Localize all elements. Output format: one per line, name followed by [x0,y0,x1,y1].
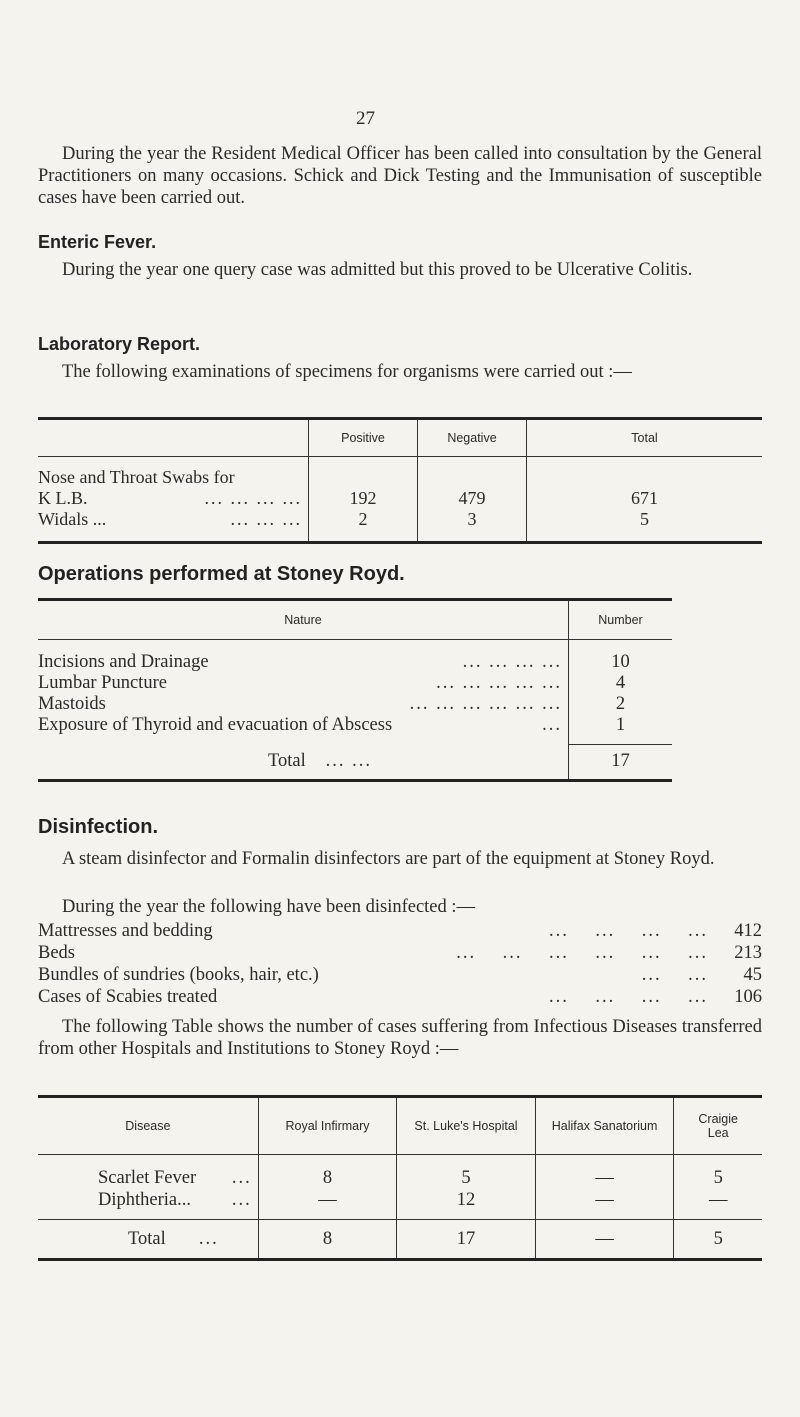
list-item [38,920,762,942]
ops-header-number: Number [569,600,673,640]
ops-number-cell [569,640,673,745]
leader-dots: ... [165,1228,219,1249]
disinfected-item-value: 106 [734,987,762,1007]
disinfected-item-value: 412 [734,921,762,941]
disinfection-heading: Disinfection. [38,816,159,838]
transfers-header-royal-infirmary: Royal Infirmary [258,1097,397,1155]
leader-dots: ... ... ... ... [549,987,708,1007]
leader-dots: ... ... ... [230,509,302,529]
ops-row-3-nature: Mastoids [38,694,106,714]
leader-dots: ... ... [641,965,708,985]
lab-total-cell [527,457,763,543]
transfers-row-1-craigie: 5 [713,1168,723,1188]
disinfected-item-value: 213 [734,943,762,963]
transfers-total-label-cell [38,1220,258,1260]
lab-row-2-negative: 3 [467,509,477,529]
laboratory-paragraph: The following examinations of specimens for organisms were carried out :— [62,362,632,382]
transfers-header-st-lukes: St. Luke's Hospital [397,1097,536,1155]
transfers-paragraph: The following Table shows the number of cases suffering from Infectious Diseases transferred from other Hospitals and Institutions to Stoney Royd :— [38,1017,762,1059]
lab-header-total: Total [527,419,763,457]
disinfected-item-label: Cases of Scabies treated [38,987,218,1007]
ops-row-1-number: 10 [611,652,630,672]
ops-nature-cell [38,640,569,745]
transfers-header-craigie-lea: Craigie Lea [674,1097,762,1155]
disinfected-item-label: Bundles of sundries (books, hair, etc.) [38,965,319,985]
lab-header-negative: Negative [418,419,527,457]
lab-row-2-total: 5 [640,509,649,529]
ops-row-4-nature: Exposure of Thyroid and evacuation of Abscess [38,715,393,735]
enteric-heading: Enteric Fever. [38,232,157,252]
lab-row-1-negative: 479 [458,488,486,508]
transfers-row-2-stlukes: 12 [456,1190,476,1210]
disinfected-list [38,920,762,1008]
transfers-row-2-royal: — [318,1190,337,1210]
disinfection-paragraph-1: A steam disinfector and Formalin disinfectors are part of the equipment at Stoney Royd. [62,849,715,869]
transfers-stlukes-cell [397,1155,536,1220]
lab-row-1-positive: 192 [349,488,377,508]
leader-dots: ... ... ... ... [204,488,302,508]
lab-row-2-positive: 2 [358,509,368,529]
operations-table [38,598,672,782]
transfers-row-1-halifax: — [595,1168,614,1188]
transfers-craigie-cell [674,1155,762,1220]
list-item [38,942,762,964]
transfers-row-2-disease: Diphtheria... [98,1190,191,1210]
laboratory-heading: Laboratory Report. [38,334,201,354]
list-item [38,964,762,986]
ops-row-2-nature: Lumbar Puncture [38,673,167,693]
disinfected-item-label: Mattresses and bedding [38,921,213,941]
ops-total-label: Total [268,750,306,771]
disinfected-item-label: Beds [38,943,75,963]
ops-row-4-number: 1 [615,715,626,735]
disinfected-item-value: 45 [743,965,762,985]
transfers-total-label: Total [128,1228,166,1249]
intro-paragraph: During the year the Resident Medical Officer has been called into consultation by the General Practitioners on many occasions. Schick and Dick Testing and the Immunisation of susceptible cases have been carried out. [38,144,762,208]
leader-dots: ... ... ... ... ... ... [456,943,708,963]
leader-dots: ... ... ... ... [462,652,562,672]
transfers-royal-cell [258,1155,397,1220]
ops-row-2-number: 4 [615,673,626,693]
lab-row-1-label1: Nose and Throat Swabs for [38,467,235,487]
ops-row-1-nature: Incisions and Drainage [38,652,209,672]
operations-heading: Operations performed at Stoney Royd. [38,563,405,585]
transfers-row-1-royal: 8 [322,1168,333,1188]
ops-row-3-number: 2 [615,694,626,714]
transfers-disease-cell [38,1155,258,1220]
list-item [38,986,762,1008]
transfers-header-disease: Disease [125,1119,171,1133]
leader-dots: ... [231,1190,252,1210]
leader-dots: ... ... ... ... ... ... [409,694,562,714]
transfers-row-2-halifax: — [595,1190,614,1210]
transfers-halifax-cell [535,1155,674,1220]
transfers-row-1-stlukes: 5 [461,1168,471,1188]
leader-dots: ... [231,1168,252,1188]
transfers-total-craigie: 5 [674,1220,762,1260]
disinfection-paragraph-2: During the year the following have been disinfected :— [62,897,476,917]
lab-positive-cell [309,457,418,543]
transfers-table [38,1095,762,1261]
leader-dots: ... ... ... ... [549,921,708,941]
transfers-header-halifax: Halifax Sanatorium [535,1097,674,1155]
leader-dots: ... [542,715,562,735]
lab-row-1-total: 671 [631,488,658,508]
transfers-total-royal: 8 [258,1220,397,1260]
lab-negative-cell [418,457,527,543]
ops-header-nature: Nature [284,613,322,627]
leader-dots: ... ... [305,750,372,771]
page-number: 27 [356,108,375,129]
lab-label-cell [38,457,309,543]
lab-header-blank [38,419,309,457]
enteric-paragraph: During the year one query case was admitted but this proved to be Ulcerative Colitis. [62,260,693,280]
lab-row-1-label2: K L.B. [38,488,88,508]
lab-header-positive: Positive [309,419,418,457]
transfers-total-stlukes: 17 [397,1220,536,1260]
leader-dots: ... ... ... ... ... [436,673,562,693]
transfers-total-halifax: — [535,1220,674,1260]
ops-total-label-cell [38,744,569,780]
transfers-row-2-craigie: — [708,1190,728,1210]
ops-total-value: 17 [569,744,673,780]
laboratory-table [38,417,762,544]
transfers-row-1-disease: Scarlet Fever [98,1168,197,1188]
lab-row-2-label: Widals ... [38,509,107,529]
